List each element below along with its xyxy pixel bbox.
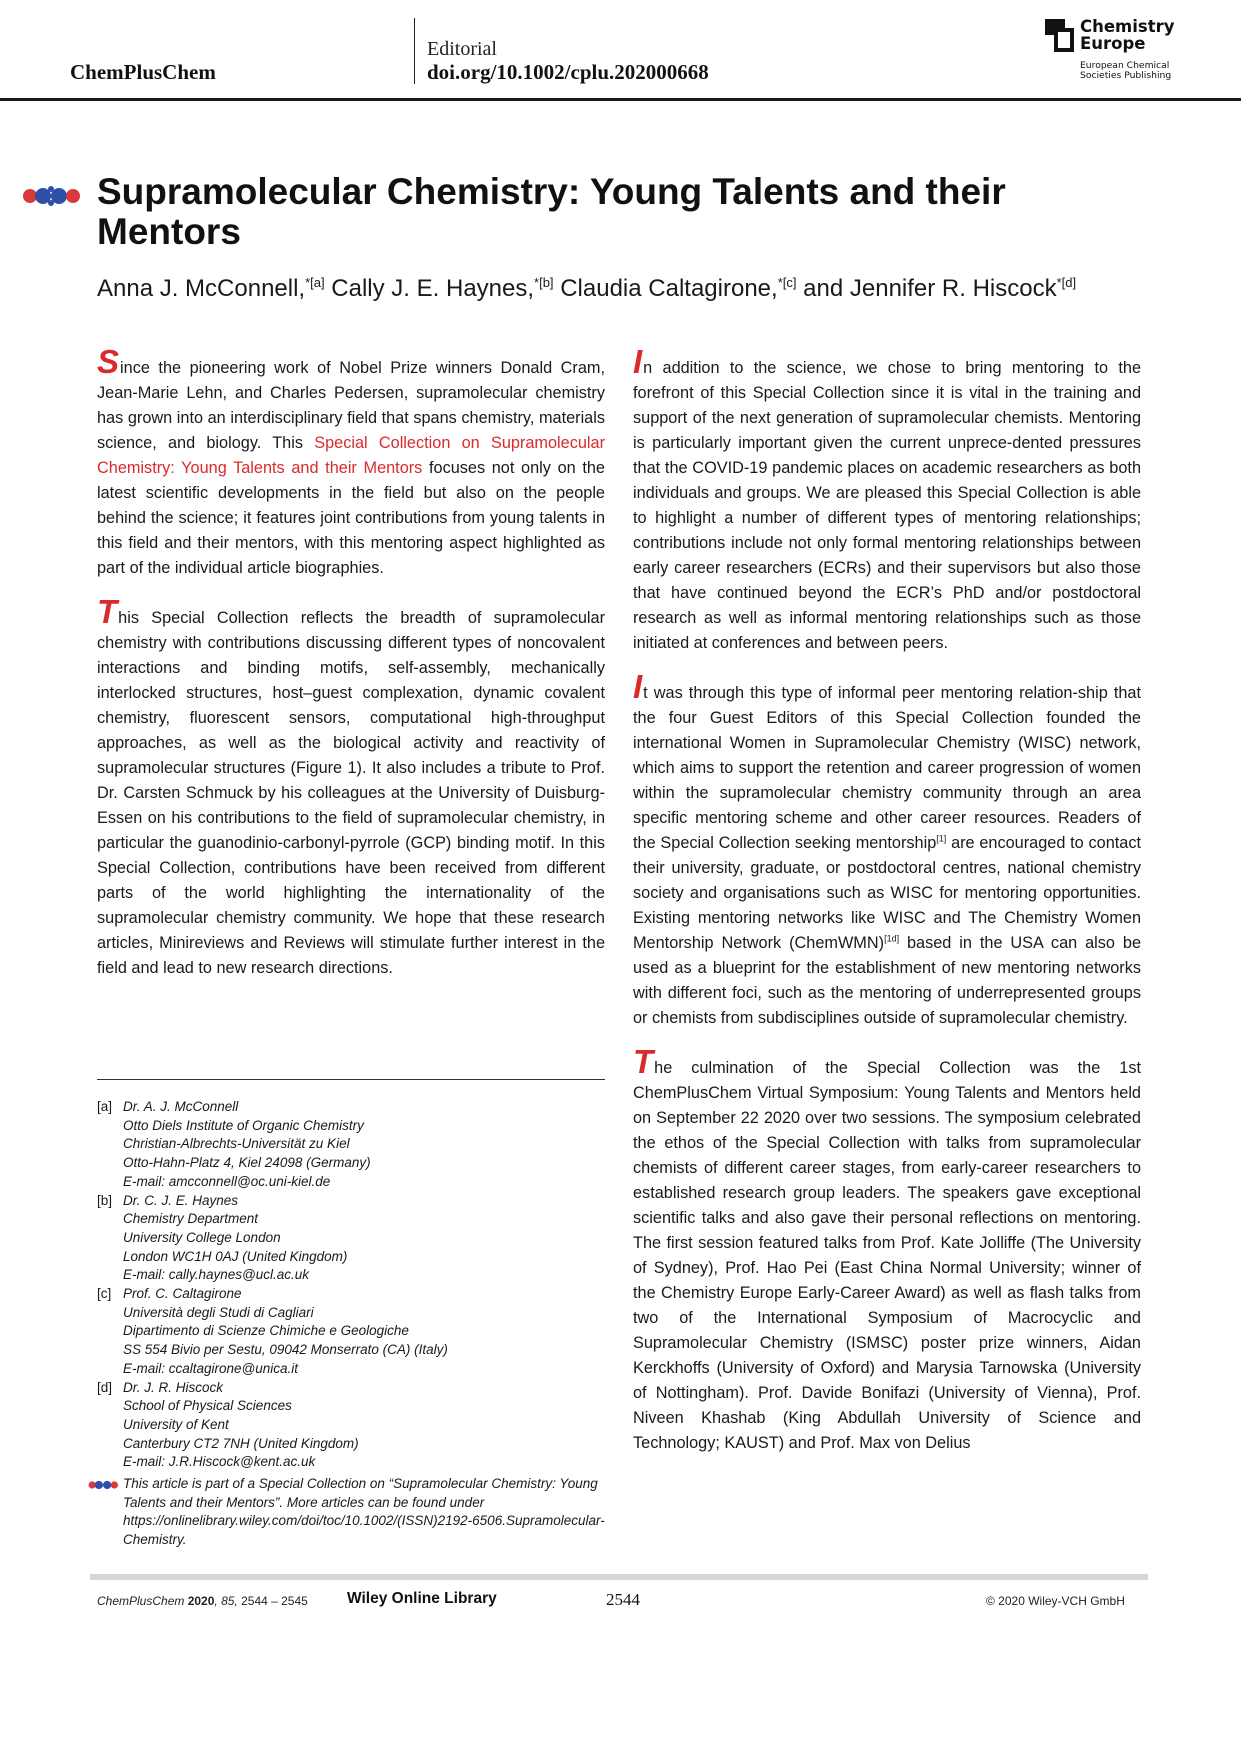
drop-cap: T bbox=[97, 593, 118, 630]
affiliation-email[interactable]: E-mail: cally.haynes@ucl.ac.uk bbox=[123, 1267, 310, 1283]
affiliation-a bbox=[97, 1098, 607, 1192]
affiliation-line: Università degli Studi di Cagliari bbox=[123, 1304, 314, 1320]
affiliation-line: Canterbury CT2 7NH (United Kingdom) bbox=[123, 1435, 359, 1451]
reference-mark[interactable]: [1] bbox=[936, 833, 947, 844]
paragraph-text: focuses not only on the latest scientific developments in the field but also on the people behind the science; it features joint contributions from young talents in this field and their mentors, with this mentoring aspect highlighted as part of the individual article biographies. bbox=[97, 459, 605, 577]
affiliation-b bbox=[97, 1192, 607, 1286]
drop-cap: S bbox=[97, 343, 120, 380]
paragraph-text: he culmination of the Special Collection was the 1st ChemPlusChem Virtual Symposium: Young Talents and Mentors held on September 22 2020 over two sessions. The symposium celebrated the ethos of the Special Collection with talks from supramolecular chemists of different career stages, from early-career researchers to established research group leaders. The speakers gave exceptional scientific talks and also gave their personal reflections on mentoring. The first session featured talks from Prof. Kate Jolliffe (The University of Sydney), Prof. Hao Pei (East China Normal University; winner of the Chemistry Europe Early-Career Award) as well as flash talks from two of the International Symposium of Macrocyclic and Supramolecular Chemistry (ISMSC) poster prize winners, Aidan Kerckhoffs (University of Oxford) and Marysia Tarnowska (University of Nottingham). Prof. Davide Bonifazi (University of Vienna), Prof. Niveen Khashab (King Abdullah University of Science and Technology; KAUST) and Prof. Max von Delius bbox=[633, 1059, 1141, 1452]
paragraph-text: his Special Collection reflects the breadth of supramolecular chemistry with contributions discussing different types of noncovalent interactions and binding motifs, self-assembly, mechanically interlocked structures, host–guest complexation, dynamic covalent chemistry, fluorescent sensors, computational high-throughput approaches, as well as the biological activity and reactivity of supramolecular structures (Figure 1). It also includes a tribute to Prof. Dr. Carsten Schmuck by his colleagues at the University of Duisburg-Essen on his contributions to the field of supramolecular chemistry, in particular the guanodinio-carbonyl-pyrrole (GCP) binding motif. In this Special Collection, contributions have been received from different parts of the world highlighting the internationality of the supramolecular chemistry community. We hope that these research articles, Minireviews and Reviews will stimulate further interest in the field and lead to new research directions. bbox=[97, 609, 605, 977]
paragraph-text: t was through this type of informal peer mentoring relation-ship that the four Guest Editors of this Special Collection founded the international Women in Supramolecular Chemistry (WISC) network, which aims to support the retention and career progression of women within the supramolecular chemistry community through an area specific mentoring scheme and other career resources. Readers of the Special Collection seeking mentorship bbox=[633, 684, 1141, 852]
affiliation-line: Prof. C. Caltagirone bbox=[123, 1286, 242, 1302]
author-list bbox=[97, 275, 1177, 303]
author-mark: *[c] bbox=[777, 275, 797, 290]
journal-name: ChemPlusChem bbox=[70, 60, 216, 84]
affiliation-line: Chemistry Department bbox=[123, 1211, 259, 1227]
publisher-name-line2: Europe bbox=[1080, 34, 1146, 53]
paragraph-text: n addition to the science, we chose to bring mentoring to the forefront of this Special Collection since it is vital in the training and support of the next generation of supramolecular chemists. Mentoring is particularly important given the current unprece-dented pressures that the COVID-19 pandemic places on academic researchers as both individuals and groups. We are pleased this Special Collection is able to highlight a number of different types of mentoring relationships; contributions include not only formal mentoring relationships between early career researchers (ECRs) and their supervisors but also those that have continued beyond the ECR’s PhD and/or postdoctoral research as well as informal mentoring relationships such as those initiated at conferences and between peers. bbox=[633, 359, 1141, 652]
affiliation-line: Dr. C. J. E. Haynes bbox=[123, 1192, 239, 1208]
citation-info bbox=[97, 1594, 308, 1608]
drop-cap: I bbox=[633, 668, 643, 705]
header-divider bbox=[414, 18, 415, 84]
affiliation-line: SS 554 Bivio per Sestu, 09042 Monserrato (CA) (Italy) bbox=[123, 1342, 448, 1358]
affiliation-c bbox=[97, 1285, 607, 1379]
author-name: and Jennifer R. Hiscock bbox=[803, 275, 1057, 302]
footer-rule bbox=[90, 1574, 1148, 1580]
affiliation-line: Otto Diels Institute of Organic Chemistry bbox=[123, 1117, 364, 1133]
affiliation-line: Dr. A. J. McConnell bbox=[123, 1099, 239, 1114]
paragraph-text: are encouraged to contact their university, graduate, or postdoctoral centres, national chemistry society and organisations such as WISC for mentoring opportunities. Existing mentoring networks like WISC and The Chemistry Women Mentorship Network (ChemWMN) bbox=[633, 834, 1141, 952]
affiliation-email[interactable]: E-mail: amcconnell@oc.uni-kiel.de bbox=[123, 1173, 331, 1189]
body-paragraph bbox=[97, 343, 605, 581]
chemistry-europe-logo-icon bbox=[1045, 19, 1075, 53]
body-paragraph bbox=[97, 593, 605, 981]
body-column-right bbox=[633, 343, 1141, 1481]
reference-mark[interactable]: [1d] bbox=[884, 933, 900, 944]
molecule-icon bbox=[20, 185, 82, 207]
affiliation-line: School of Physical Sciences bbox=[123, 1398, 292, 1414]
affiliation-line: Christian-Albrechts-Universität zu Kiel bbox=[123, 1136, 350, 1152]
affiliation-email[interactable]: E-mail: ccaltagirone@unica.it bbox=[123, 1360, 299, 1376]
affiliation-tag: [c] bbox=[97, 1286, 112, 1302]
footnote-rule bbox=[97, 1079, 605, 1080]
author-mark: *[a] bbox=[305, 275, 325, 290]
drop-cap: I bbox=[633, 343, 643, 380]
article-type: Editorial bbox=[427, 38, 497, 60]
affiliation-tag: [a] bbox=[97, 1099, 113, 1114]
affiliation-email[interactable]: E-mail: J.R.Hiscock@kent.ac.uk bbox=[123, 1454, 316, 1470]
special-collection-link[interactable]: Special Collection on Supramolecular Chemistry: Young Talents and their Mentors bbox=[97, 434, 605, 477]
body-paragraph bbox=[633, 343, 1141, 656]
publisher-name-line1: Chemistry bbox=[1080, 17, 1175, 36]
molecule-icon bbox=[97, 1475, 123, 1494]
body-paragraph bbox=[633, 668, 1141, 1031]
affiliation-tag: [b] bbox=[97, 1192, 113, 1208]
article-title: Supramolecular Chemistry: Young Talents and their Mentors bbox=[97, 171, 1006, 252]
affiliation-tag: [d] bbox=[97, 1379, 113, 1395]
publisher-sub-line1: European Chemical bbox=[1080, 60, 1170, 71]
paragraph-text: based in the USA can also be used as a blueprint for the establishment of new mentoring networks with different foci, such as the mentoring of underrepresented groups or chemists from subdisciplines outside of supramolecular chemistry. bbox=[633, 934, 1141, 1027]
author-name: Cally J. E. Haynes, bbox=[331, 275, 535, 302]
affiliation-d bbox=[97, 1379, 607, 1473]
affiliation-line: Dr. J. R. Hiscock bbox=[123, 1379, 224, 1395]
header-rule bbox=[0, 98, 1241, 101]
cite-year: 2020 bbox=[187, 1594, 215, 1608]
affiliation-line: Dipartimento di Scienze Chimiche e Geologiche bbox=[123, 1323, 409, 1339]
affiliation-line: Otto-Hahn-Platz 4, Kiel 24098 (Germany) bbox=[123, 1155, 371, 1171]
affiliation-line: University College London bbox=[123, 1229, 281, 1245]
body-paragraph bbox=[633, 1043, 1141, 1456]
drop-cap: T bbox=[633, 1043, 654, 1080]
author-mark: *[d] bbox=[1056, 275, 1077, 290]
cite-volume: , 85, bbox=[214, 1594, 238, 1608]
page-number: 2544 bbox=[606, 1590, 640, 1609]
body-column-left bbox=[97, 343, 605, 1006]
publisher-name bbox=[1080, 18, 1175, 52]
affiliations bbox=[97, 1098, 607, 1550]
paragraph-text: ince the pioneering work of Nobel Prize winners Donald Cram, Jean-Marie Lehn, and Charles Pedersen, supramolecular chemistry has grown into an interdisciplinary field that spans chemistry, materials science, and biology. This bbox=[97, 359, 605, 452]
publisher-sub-line2: Societies Publishing bbox=[1080, 70, 1172, 81]
wiley-online-library-link[interactable]: Wiley Online Library bbox=[347, 1590, 497, 1607]
doi-link[interactable]: doi.org/10.1002/cplu.202000668 bbox=[427, 60, 709, 84]
collection-note-text: This article is part of a Special Collection on “Supramolecular Chemistry: Young Talents and their Mentors”. More articles can be found under https://onlinelibrary.wiley.com/doi/toc/10.1002/(ISSN)2192-6506.Supramolecular-Chemistry. bbox=[123, 1476, 605, 1548]
cite-journal: ChemPlusChem bbox=[97, 1594, 188, 1608]
author-name: Claudia Caltagirone, bbox=[560, 275, 778, 302]
affiliation-line: London WC1H 0AJ (United Kingdom) bbox=[123, 1248, 348, 1264]
special-collection-note bbox=[97, 1475, 607, 1550]
copyright: © 2020 Wiley-VCH GmbH bbox=[986, 1594, 1125, 1608]
author-name: Anna J. McConnell, bbox=[97, 275, 306, 302]
publisher-subtitle bbox=[1080, 61, 1171, 81]
author-mark: *[b] bbox=[534, 275, 554, 290]
affiliation-line: University of Kent bbox=[123, 1416, 229, 1432]
cite-pages: 2544 – 2545 bbox=[237, 1594, 308, 1608]
